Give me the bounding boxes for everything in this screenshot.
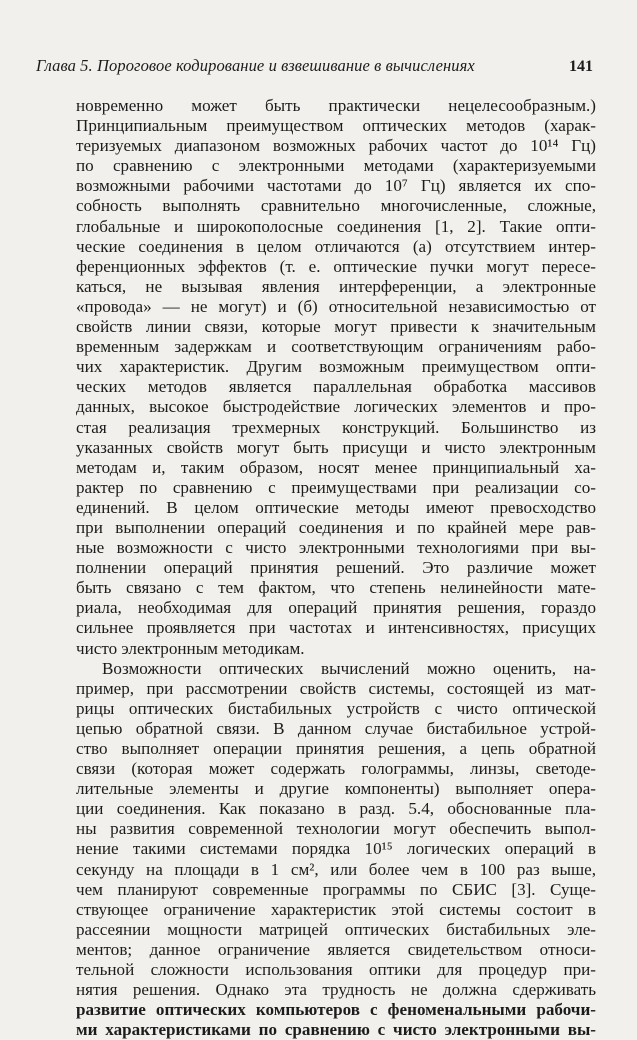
text-line: нятия решения. Однако эта трудность не должна сдерживать <box>76 980 596 1000</box>
text-line: рицы оптических бистабильных устройств с чисто оптической <box>76 698 596 718</box>
body-text <box>76 96 596 1040</box>
text-line: секунду на площади в 1 см², или более чем в 100 раз выше, <box>76 859 596 879</box>
text-line: новременно может быть практически нецелесообразным.) <box>76 96 596 115</box>
text-line: ции соединения. Как показано в разд. 5.4, обоснованные пла- <box>76 799 596 819</box>
text-line: связи (которая может содержать голограммы, линзы, светоде- <box>76 759 596 779</box>
text-line: чисто электронным методикам. <box>76 638 305 658</box>
text-line: по сравнению с электронными методами (характеризуемыми <box>76 156 596 176</box>
text-line: указанных свойств могут быть присущи и чисто электронным <box>76 437 596 457</box>
text-line: возможными рабочими частотами до 10⁷ Гц) является их спо- <box>76 176 596 196</box>
text-line: «провода» — не могут) и (б) относительной независимостью от <box>76 296 596 316</box>
text-line: ческих методов является параллельная обработка массивов <box>76 377 596 397</box>
text-line: при выполнении операций соединения и по крайней мере рав- <box>76 517 596 537</box>
text-line: сильнее проявляется при частотах и интенсивностях, присущих <box>76 618 596 638</box>
running-header <box>36 56 593 76</box>
text-line: ны развития современной технологии могут обеспечить выпол- <box>76 819 596 839</box>
text-line: единений. В целом оптические методы имеют превосходство <box>76 497 596 517</box>
page-number: 141 <box>569 58 593 75</box>
running-title: Глава 5. Пороговое кодирование и взвешивание в вычислениях <box>36 56 475 75</box>
paragraph <box>76 96 596 659</box>
text-line: развитие оптических компьютеров с феноменальными рабочи- <box>76 1000 596 1020</box>
text-line: риала, необходимая для операций принятия решения, гораздо <box>76 598 596 618</box>
text-line: каться, не вызывая явления интерференции, а электронные <box>76 276 596 296</box>
text-line: ствующее ограничение характеристик этой системы состоит в <box>76 899 596 919</box>
text-line: рассеянии мощности матрицей оптических бистабильных эле- <box>76 919 596 939</box>
text-line: тельной сложности использования оптики для процедур при- <box>76 960 596 980</box>
text-line: рактер по сравнению с преимуществами при реализации со- <box>76 477 596 497</box>
text-line: собность выполнять сравнительно многочисленные, сложные, <box>76 196 596 216</box>
text-line: нение такими системами порядка 10¹⁵ логических операций в <box>76 839 596 859</box>
text-line: свойств линии связи, которые могут привести к значительным <box>76 317 596 337</box>
text-line: ство выполняет операции принятия решения, а цепь обратной <box>76 739 596 758</box>
text-line: данных, высокое быстродействие логических элементов и про- <box>76 397 596 417</box>
text-line: методам и, таким образом, носят менее принципиальный ха- <box>76 457 596 477</box>
text-line: ми характеристиками по сравнению с чисто электронными вы- <box>76 1020 596 1040</box>
text-line: пример, при рассмотрении свойств системы, состоящей из мат- <box>76 678 596 698</box>
text-line: чем планируют современные программы по СБИС [3]. Суще- <box>76 879 596 899</box>
text-line: ференционных эффектов (т. е. оптические пучки могут пересе- <box>76 256 596 276</box>
text-line: ментов; данное ограничение является свидетельством относи- <box>76 939 596 959</box>
text-line: ческие соединения в целом отличаются (а) отсутствием интер- <box>76 236 596 256</box>
text-line: временным задержкам и соответствующим ограничениям рабо- <box>76 337 596 357</box>
text-line: Принципиальным преимуществом оптических методов (харак- <box>76 116 596 136</box>
text-line: теризуемых диапазоном возможных рабочих частот до 10¹⁴ Гц) <box>76 136 596 156</box>
text-line: Возможности оптических вычислений можно оценить, на- <box>102 658 596 678</box>
text-line: чих характеристик. Другим возможным преимуществом опти- <box>76 357 596 377</box>
text-line: цепью обратной связи. В данном случае бистабильное устрой- <box>76 718 596 738</box>
text-line: лительные элементы и другие компоненты) выполняет опера- <box>76 779 596 799</box>
text-line: стая реализация трехмерных конструкций. Большинство из <box>76 417 596 437</box>
text-line: полнении операций принятия решений. Это различие может <box>76 558 596 578</box>
text-line: ные возможности с чисто электронными технологиями при вы- <box>76 538 596 558</box>
paragraph <box>76 659 596 1040</box>
text-line: глобальные и широкополосные соединения [1, 2]. Такие опти- <box>76 216 596 236</box>
text-line: быть связано с тем фактом, что степень нелинейности мате- <box>76 578 596 598</box>
